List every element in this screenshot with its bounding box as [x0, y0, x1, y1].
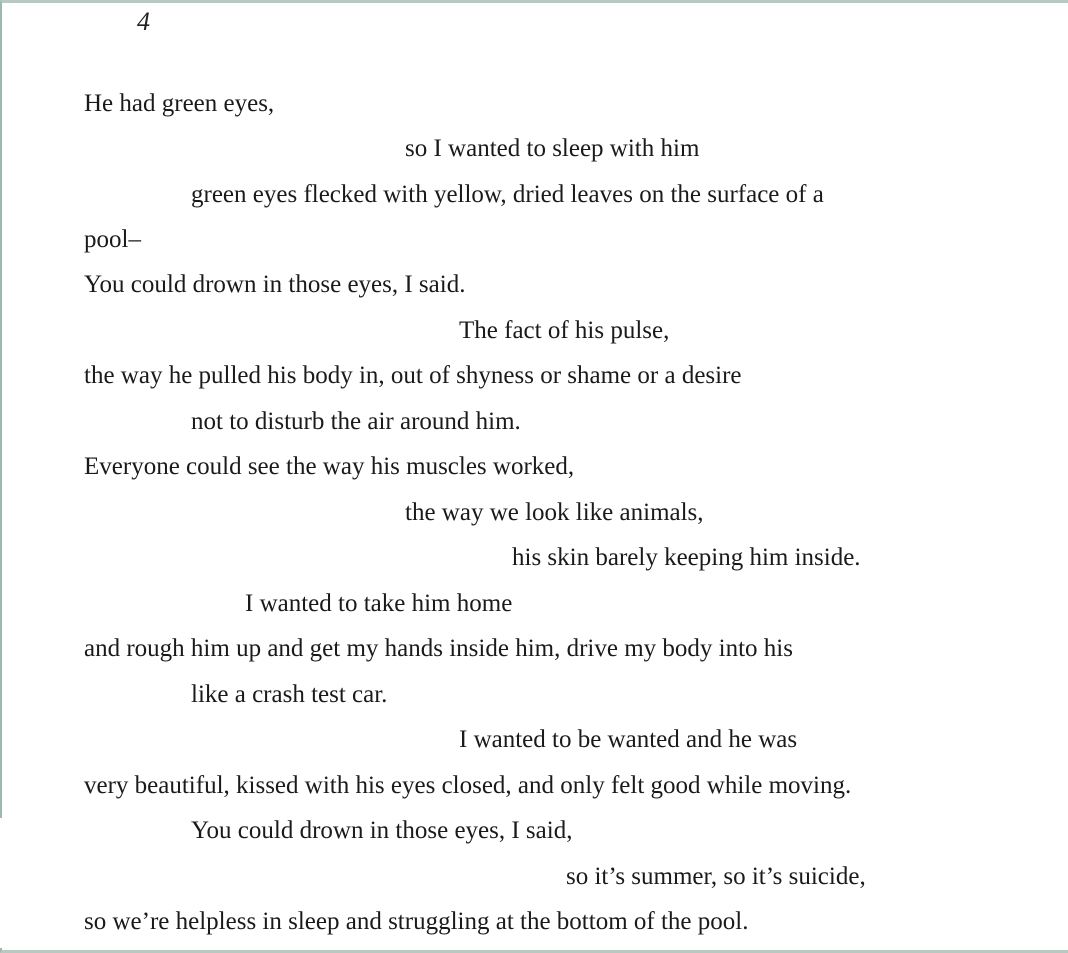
poem-line: very beautiful, kissed with his eyes closed, and only felt good while moving. [84, 772, 852, 799]
page-number: 4 [137, 7, 150, 36]
poem-line: the way we look like animals, [405, 499, 704, 526]
poem-line: You could drown in those eyes, I said. [84, 271, 466, 298]
poem-line: green eyes flecked with yellow, dried leaves on the surface of a [191, 181, 824, 208]
poem-line: the way he pulled his body in, out of shyness or shame or a desire [84, 362, 742, 389]
poem-line: so we’re helpless in sleep and struggling at the bottom of the pool. [84, 908, 749, 935]
poem-line: his skin barely keeping him inside. [512, 544, 861, 571]
poem-line: I wanted to be wanted and he was [459, 726, 798, 753]
poem-line: not to disturb the air around him. [191, 408, 521, 435]
page-edge-gap [0, 818, 2, 948]
poem-line: I wanted to take him home [245, 590, 513, 617]
poem-line: Everyone could see the way his muscles worked, [84, 453, 575, 480]
poem-line: so I wanted to sleep with him [405, 135, 700, 162]
poem-line: like a crash test car. [191, 681, 388, 708]
poem-line: so it’s summer, so it’s suicide, [566, 863, 866, 890]
poem-line: He had green eyes, [84, 90, 275, 117]
poem-line: The fact of his pulse, [459, 317, 670, 344]
poem-line: pool– [84, 226, 141, 253]
poem-line: You could drown in those eyes, I said, [191, 817, 573, 844]
poem-line: and rough him up and get my hands inside him, drive my body into his [84, 635, 793, 662]
